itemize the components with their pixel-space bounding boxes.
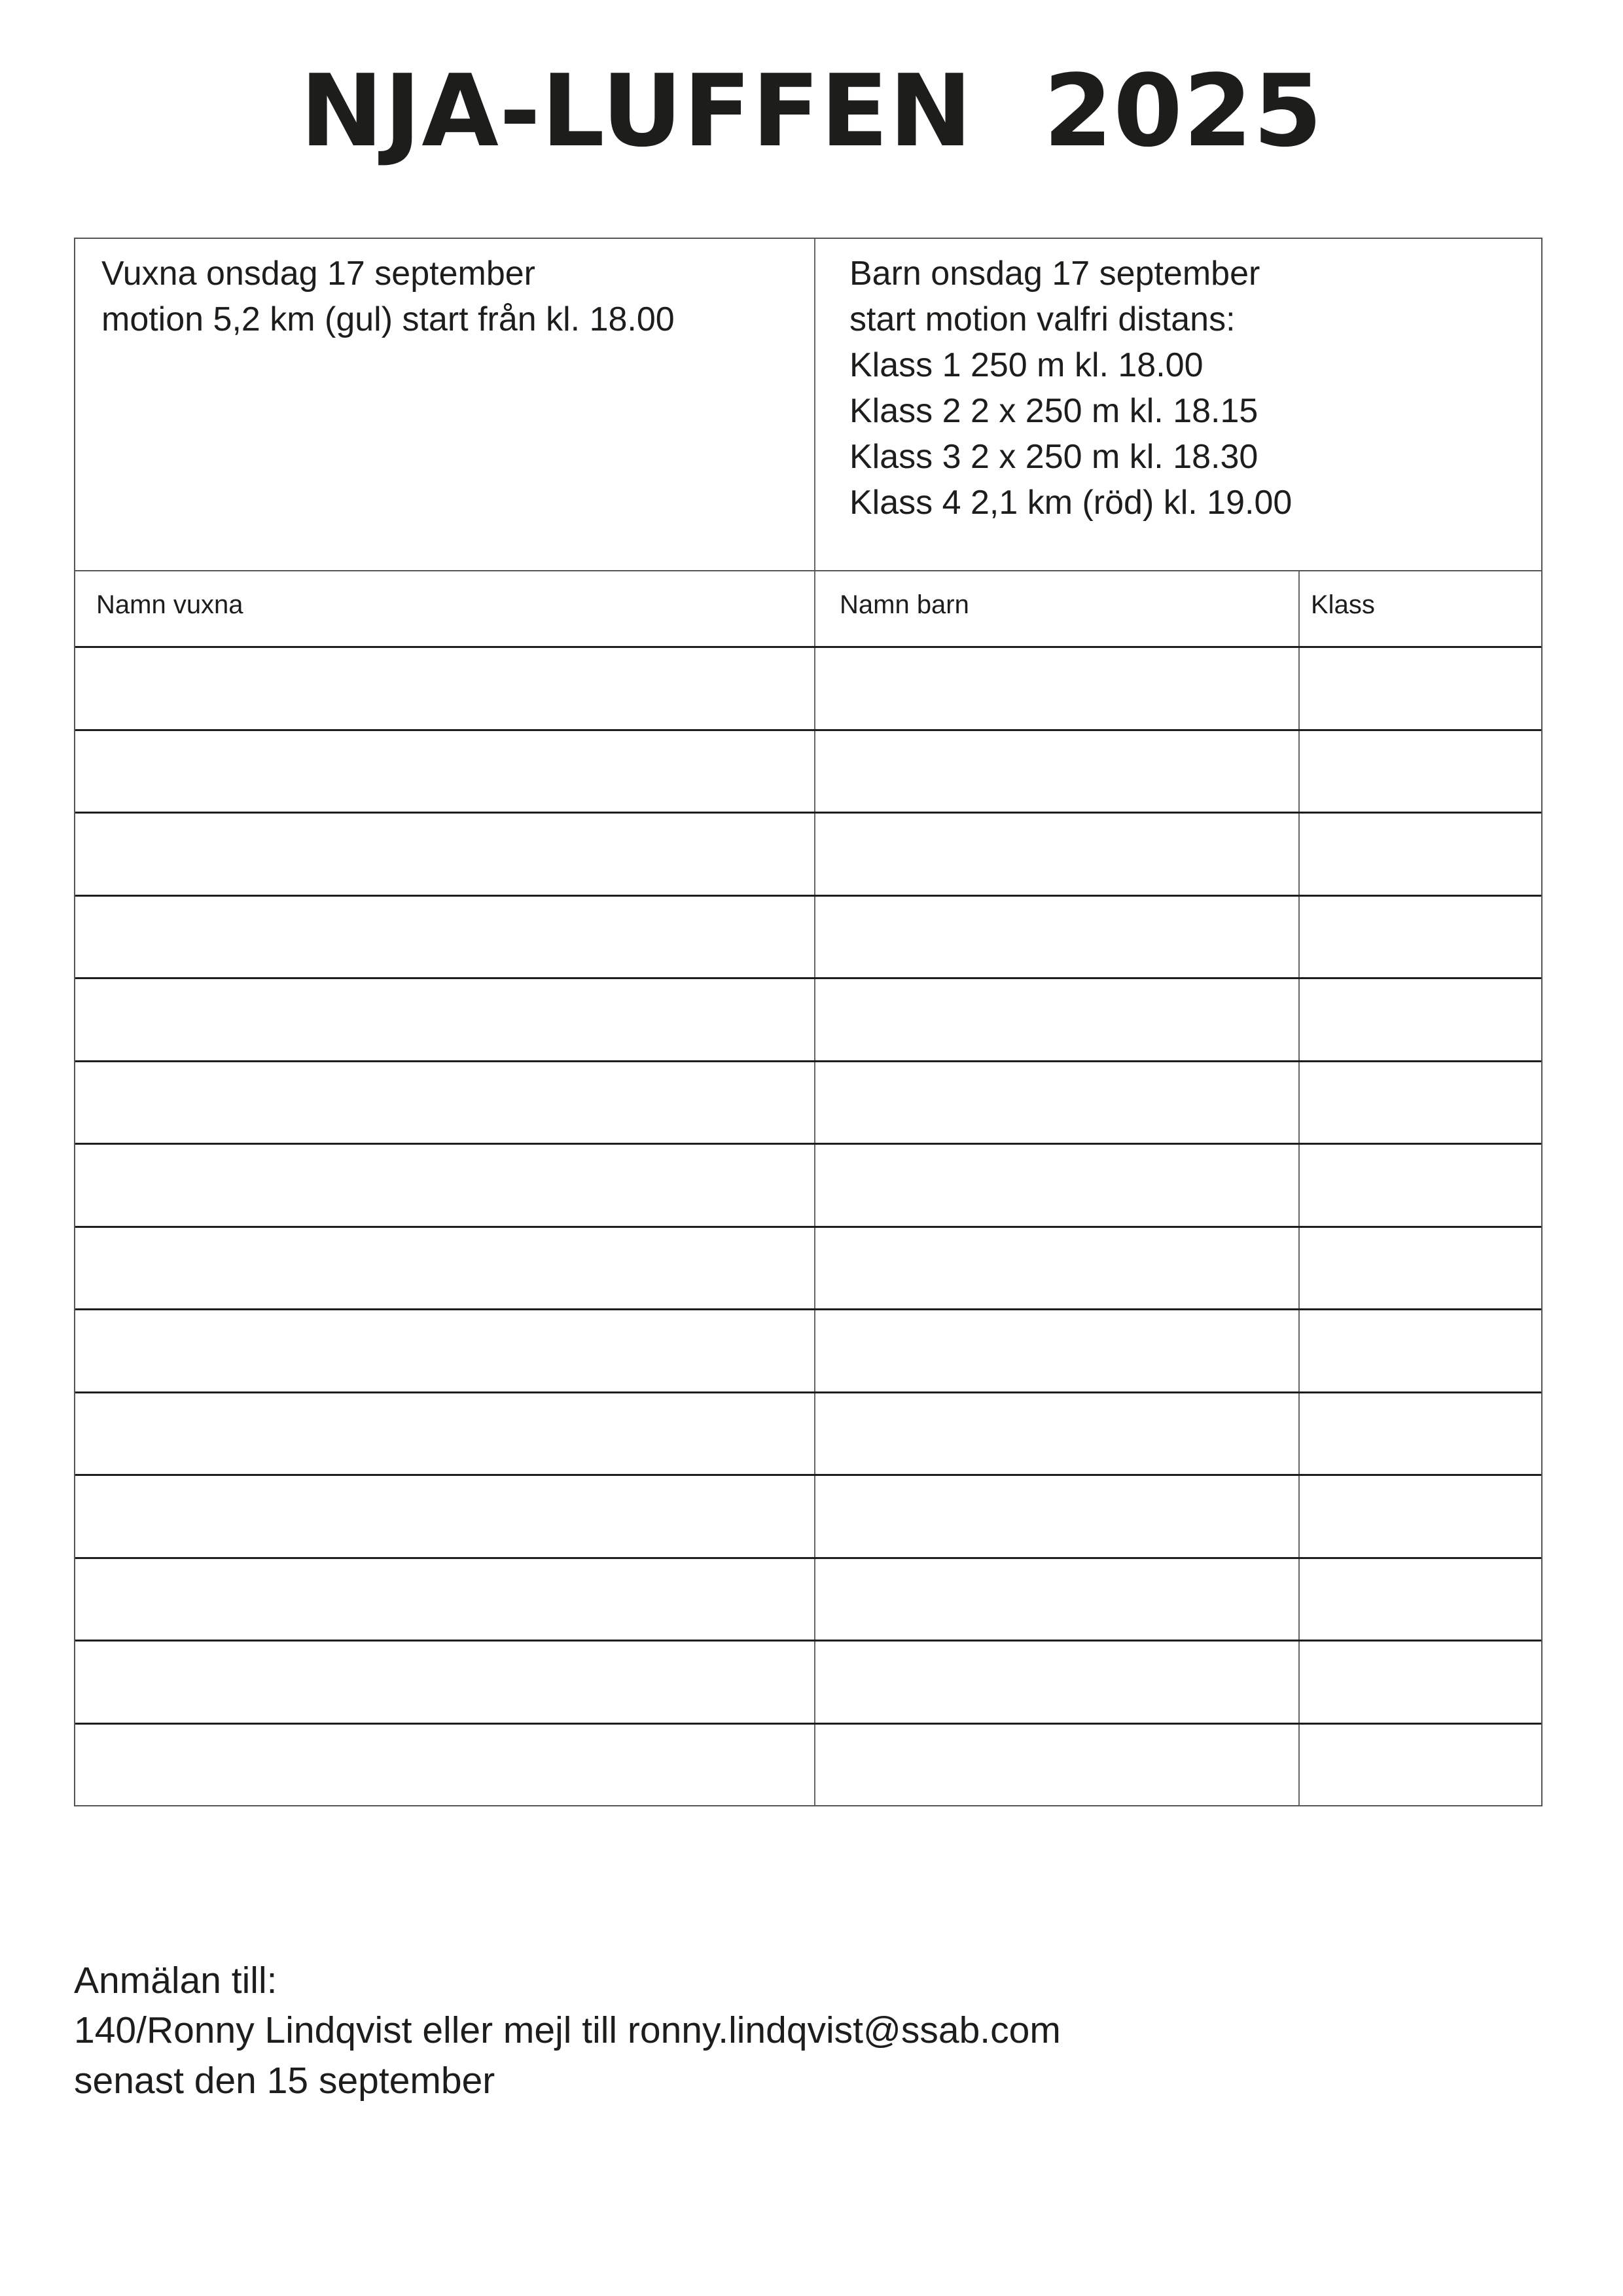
children-info-line: Barn onsdag 17 september xyxy=(849,255,1260,293)
children-info-line: Klass 2 2 x 250 m kl. 18.15 xyxy=(849,392,1258,430)
entry-row-line xyxy=(75,1060,1541,1062)
entry-row-line xyxy=(75,1640,1541,1641)
column-header-class: Klass xyxy=(1311,590,1375,619)
children-info-line: Klass 3 2 x 250 m kl. 18.30 xyxy=(849,438,1258,476)
adults-info xyxy=(101,251,675,342)
page-title: NJA-LUFFEN 2025 xyxy=(300,53,1323,169)
children-info-line: Klass 4 2,1 km (röd) kl. 19.00 xyxy=(849,484,1293,522)
children-info-line: start motion valfri distans: xyxy=(849,300,1236,338)
children-info-line: Klass 1 250 m kl. 18.00 xyxy=(849,346,1204,384)
children-info xyxy=(849,251,1292,526)
class-column-divider xyxy=(1298,571,1300,1805)
entry-row-line xyxy=(75,1723,1541,1725)
entry-row-line xyxy=(75,895,1541,897)
column-header-adult-name: Namn vuxna xyxy=(96,590,243,619)
info-section-bottom xyxy=(75,570,1541,571)
entry-row-line xyxy=(75,1226,1541,1228)
section-divider xyxy=(814,239,815,1805)
entry-row-line xyxy=(75,1474,1541,1476)
column-header-child-name: Namn barn xyxy=(840,590,969,619)
adults-info-line: Vuxna onsdag 17 september xyxy=(101,255,535,293)
entry-row-line xyxy=(75,646,1541,648)
entry-row-line xyxy=(75,812,1541,814)
registration-contact: 140/Ronny Lindqvist eller mejl till ronny.lindqvist@ssab.com xyxy=(74,2009,1061,2051)
entry-row-line xyxy=(75,1391,1541,1393)
entry-row-line xyxy=(75,1557,1541,1559)
entry-row-line xyxy=(75,977,1541,979)
registration-form xyxy=(74,238,1543,1806)
entry-row-line xyxy=(75,729,1541,731)
entry-row-line xyxy=(75,1143,1541,1145)
registration-heading: Anmälan till: xyxy=(74,1960,277,2001)
entry-row-line xyxy=(75,1308,1541,1310)
registration-deadline: senast den 15 september xyxy=(74,2060,495,2102)
adults-info-line: motion 5,2 km (gul) start från kl. 18.00 xyxy=(101,300,675,338)
